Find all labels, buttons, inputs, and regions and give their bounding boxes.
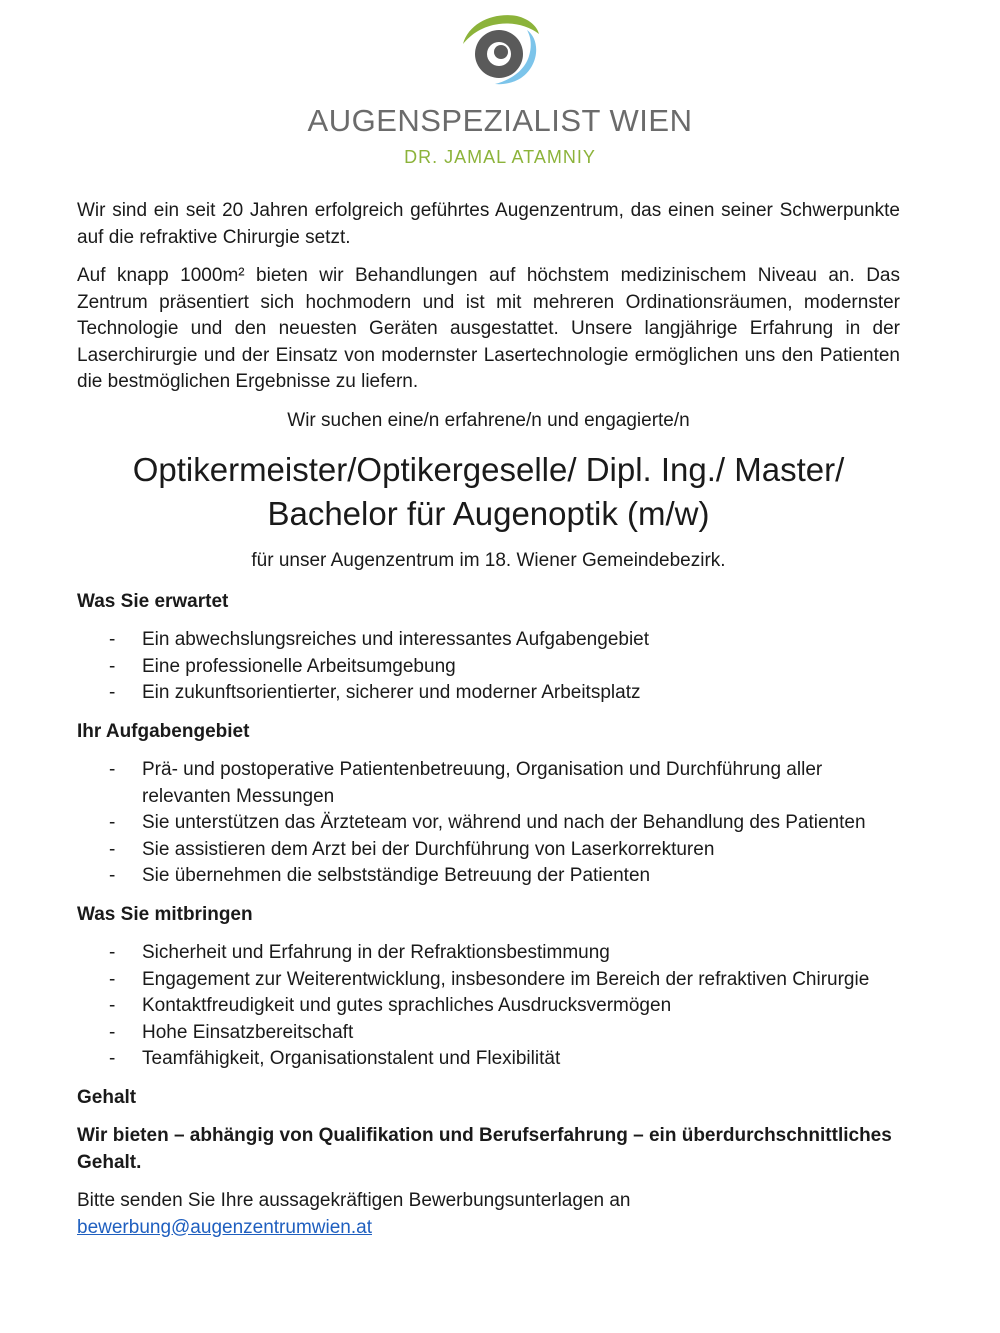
email-link[interactable]: bewerbung@augenzentrumwien.at — [77, 1216, 372, 1238]
list-item-text: Ein zukunftsorientierter, sicherer und moderner Arbeitsplatz — [142, 682, 641, 703]
dash-bullet: - — [109, 1048, 116, 1069]
list-item — [77, 940, 900, 967]
section-expectations — [77, 589, 900, 707]
apply-text: Bitte senden Sie Ihre aussagekräftigen Bewerbungsunterlagen an — [77, 1190, 631, 1211]
intro-paragraph-1: Wir sind ein seit 20 Jahren erfolgreich geführtes Augenzentrum, das einen seiner Schwerpunkte auf die refraktive Chirurgie setzt. — [77, 200, 900, 248]
dash-bullet: - — [109, 995, 116, 1016]
section-heading: Was Sie erwartet — [77, 590, 229, 612]
list-item — [77, 993, 900, 1020]
list-item — [77, 1046, 900, 1073]
salary-heading: Gehalt — [77, 1086, 137, 1108]
list-item — [77, 654, 900, 681]
list-item — [77, 1020, 900, 1047]
job-title-line-1: Optikermeister/Optikergeselle/ Dipl. Ing./ Master/ — [132, 451, 845, 488]
list-item — [77, 627, 900, 654]
bullet-list — [77, 940, 900, 1073]
list-item — [77, 810, 900, 837]
logo-subtitle: DR. JAMAL ATAMNIY — [404, 147, 596, 167]
bullet-list — [77, 627, 900, 707]
dash-bullet: - — [109, 655, 116, 677]
list-item-text: Ein abwechslungsreiches und interessantes Aufgabengebiet — [142, 629, 650, 650]
dash-bullet: - — [109, 682, 116, 703]
search-line: Wir suchen eine/n erfahrene/n und engagierte/n — [287, 409, 690, 431]
dash-bullet: - — [109, 629, 116, 650]
list-item — [77, 837, 900, 864]
logo-title: AUGENSPEZIALIST WIEN — [307, 103, 693, 138]
list-item — [77, 680, 900, 707]
list-item-text: Kontaktfreudigkeit und gutes sprachliches Ausdrucksvermögen — [142, 995, 672, 1016]
location-line: für unser Augenzentrum im 18. Wiener Gemeindebezirk. — [251, 550, 726, 571]
dash-bullet: - — [109, 812, 116, 833]
job-title-line-2: Bachelor für Augenoptik (m/w) — [267, 495, 710, 532]
job-title — [77, 448, 900, 536]
section-heading: Ihr Aufgabengebiet — [77, 720, 250, 742]
dash-bullet: - — [109, 968, 116, 990]
dash-bullet: - — [109, 1021, 116, 1043]
section-tasks — [77, 719, 900, 890]
section-heading: Was Sie mitbringen — [77, 903, 253, 925]
logo — [0, 10, 1000, 165]
list-item — [77, 967, 900, 994]
document-body — [77, 198, 900, 1241]
dash-bullet: - — [109, 942, 116, 963]
list-item-text: Hohe Einsatzbereitschaft — [142, 1021, 354, 1043]
salary-text: Wir bieten – abhängig von Qualifikation und Berufserfahrung – ein überdurchschnittliches Gehalt. — [77, 1125, 892, 1173]
section-requirements — [77, 902, 900, 1073]
list-item-text: Engagement zur Weiterentwicklung, insbesondere im Bereich der refraktiven Chirurgie — [142, 968, 870, 990]
bullet-list — [77, 757, 900, 890]
list-item-text: Teamfähigkeit, Organisationstalent und Flexibilität — [142, 1048, 561, 1069]
list-item-text: Sie unterstützen das Ärzteteam vor, während und nach der Behandlung des Patienten — [142, 812, 866, 833]
dash-bullet: - — [109, 759, 116, 780]
list-item — [77, 757, 900, 810]
list-item-text: Sie übernehmen die selbstständige Betreuung der Patienten — [142, 865, 651, 886]
dash-bullet: - — [109, 838, 116, 860]
list-item-text: Sicherheit und Erfahrung in der Refraktionsbestimmung — [142, 942, 610, 963]
apply-block — [77, 1188, 900, 1241]
list-item-text: Eine professionelle Arbeitsumgebung — [142, 655, 456, 677]
dash-bullet: - — [109, 865, 116, 886]
list-item-text: Sie assistieren dem Arzt bei der Durchführung von Laserkorrekturen — [142, 838, 715, 860]
list-item — [77, 863, 900, 890]
eye-icon — [455, 10, 545, 88]
intro-paragraph-2: Auf knapp 1000m² bieten wir Behandlungen auf höchstem medizinischem Niveau an. Das Zentrum präsentiert sich hochmodern und ist mit mehreren Ordinationsräumen, modernster Technologie und den neuesten Geräten ausgestattet. Unsere langjährige Erfahrung in der Laserchirurgie und der Einsatz von modernster Lasertechnologie ermöglichen uns den Patienten die bestmöglichen Ergebnisse zu liefern. — [77, 265, 900, 392]
list-item-text: Prä- und postoperative Patientenbetreuung, Organisation und Durchführung aller relevanten Messungen — [142, 759, 823, 807]
